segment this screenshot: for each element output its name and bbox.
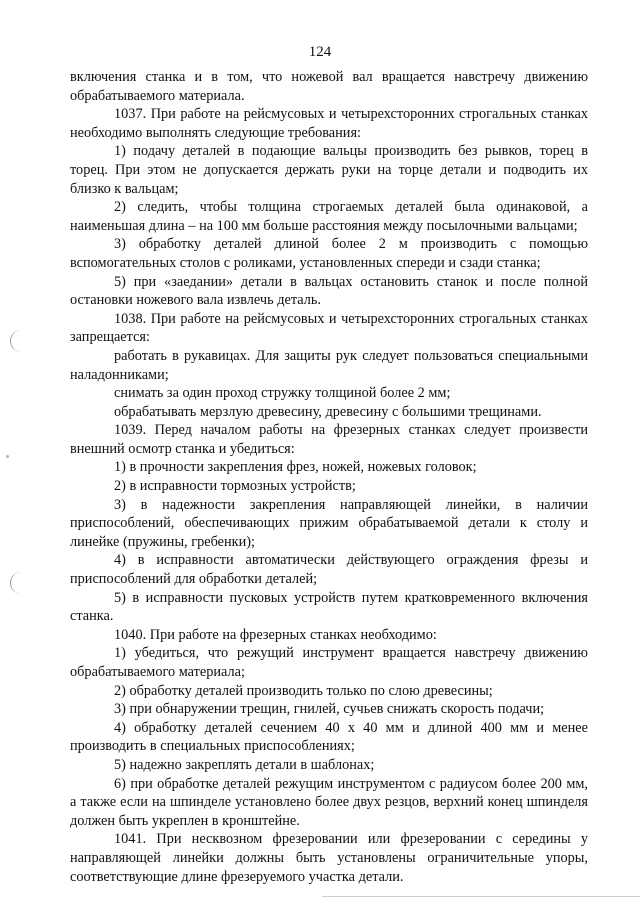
list-item: 5) при «заедании» детали в вальцах остановить станок и после полной остановки ножевого вала извлечь деталь.: [70, 273, 588, 309]
paragraph-1039: 1039. Перед началом работы на фрезерных станках следует произвести внешний осмотр станка и убедиться:: [70, 422, 588, 457]
paragraph-1037: 1037. При работе на рейсмусовых и четырехсторонних строгальных станках необходимо выполнять следующие требования:: [70, 106, 588, 141]
page-body: [70, 68, 588, 886]
list-item: обрабатывать мерзлую древесину, древесину с большими трещинами.: [114, 403, 542, 420]
margin-dot: [6, 455, 9, 458]
list-item: 2) обработку деталей производить только по слою древесины;: [114, 682, 493, 699]
paragraph-1040: 1040. При работе на фрезерных станках необходимо:: [114, 626, 437, 643]
margin-punch-mark: [10, 572, 25, 594]
paragraph-continuation: включения станка и в том, что ножевой вал вращается навстречу движению обрабатываемого материала.: [70, 69, 588, 104]
paragraph-1038: 1038. При работе на рейсмусовых и четырехсторонних строгальных станках запрещается:: [70, 310, 588, 346]
list-item: 6) при обработке деталей режущим инструментом с радиусом более 200 мм, а также если на шпинделе установлено более двух резцов, верхний конец шпинделя должен быть укреплен в кронштейне.: [70, 775, 588, 829]
list-item: работать в рукавицах. Для защиты рук следует пользоваться специальными наладонниками;: [70, 347, 588, 383]
paragraph-1041: 1041. При несквозном фрезеровании или фрезеровании с середины у направляющей линейки должны быть установлены ограничительные упоры, соответствующие длине фрезеруемого участка детали.: [70, 831, 588, 885]
page-number: 124: [308, 44, 332, 60]
list-item: 2) следить, чтобы толщина строгаемых деталей была одинаковой, а наименьшая длина – на 100 мм больше расстояния между посылочными вальцами;: [70, 199, 588, 234]
list-item: 3) обработку деталей длиной более 2 м производить с помощью вспомогательных столов с роликами, установленных спереди и сзади станка;: [70, 236, 588, 271]
list-item: 3) при обнаружении трещин, гнилей, сучьев снижать скорость подачи;: [114, 701, 545, 718]
list-item: снимать за один проход стружку толщиной более 2 мм;: [114, 385, 451, 402]
list-item: 5) в исправности пусковых устройств путем кратковременного включения станка.: [70, 589, 588, 625]
list-item: 2) в исправности тормозных устройств;: [114, 478, 356, 495]
list-item: 1) подачу деталей в подающие вальцы производить без рывков, торец в торец. При этом не допускается держать руки на торце детали и подводить их близко к вальцам;: [70, 143, 588, 197]
list-item: 4) в исправности автоматически действующего ограждения фрезы и приспособлений для обработки деталей;: [70, 552, 588, 588]
list-item: 5) надежно закреплять детали в шаблонах;: [114, 756, 375, 773]
list-item: 1) убедиться, что режущий инструмент вращается навстречу движению обрабатываемого материала;: [70, 645, 588, 680]
margin-punch-mark: [10, 330, 25, 352]
list-item: 1) в прочности закрепления фрез, ножей, ножевых головок;: [114, 459, 477, 476]
scan-edge-line: [322, 896, 640, 897]
list-item: 4) обработку деталей сечением 40 х 40 мм и длиной 400 мм и менее производить в специальных приспособлениях;: [70, 719, 588, 755]
list-item: 3) в надежности закрепления направляющей линейки, в наличии приспособлений, обеспечивающих прижим обрабатываемой детали к столу и линейке (пружины, гребенки);: [70, 496, 588, 550]
